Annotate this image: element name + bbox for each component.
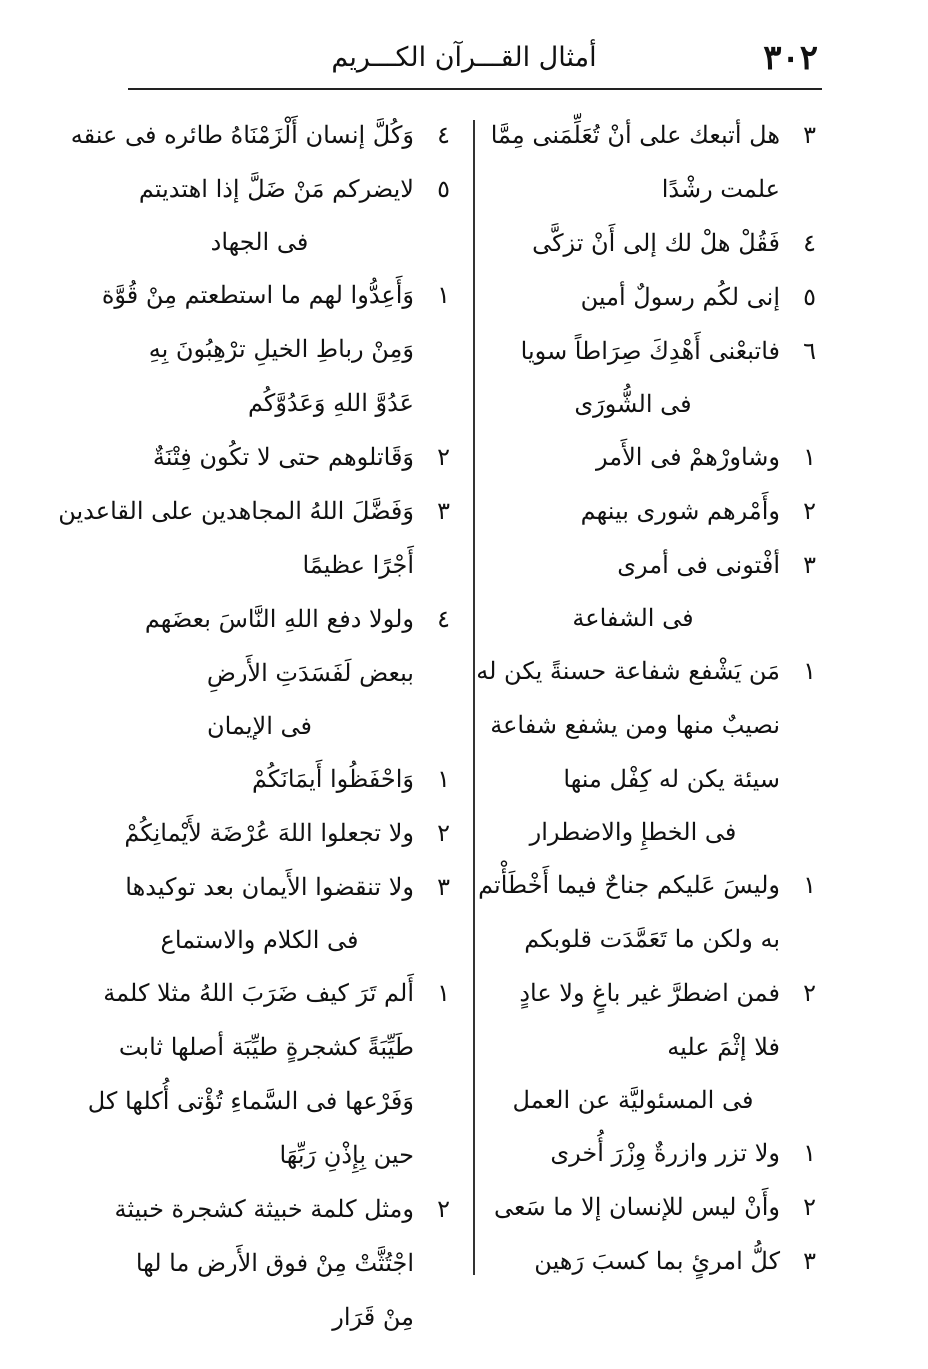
section-heading: فى المسئوليَّة عن العمل <box>512 1086 754 1114</box>
verse-line: فلا إثْمَ عليه <box>667 1033 780 1061</box>
verse <box>486 966 816 1074</box>
verse-number: ٣ <box>437 873 450 901</box>
verse-line: وَاحْفَظُوا أَيمَانَكُمْ <box>251 765 414 793</box>
section-heading: فى الشُّورَى <box>574 390 692 418</box>
verse-number: ٦ <box>803 337 816 365</box>
verse-number: ٣ <box>803 1247 816 1275</box>
verse-number: ٢ <box>803 1193 816 1221</box>
verse-line: مِنْ قَرَار <box>332 1303 414 1331</box>
verse-line: وَأَعِدُّوا لهم ما استطعتم مِنْ قُوَّة <box>101 281 414 309</box>
verse-line: كلُّ امرئٍ بما كسبَ رَهين <box>534 1247 780 1275</box>
verse-number: ١ <box>437 765 450 793</box>
verse-number: ١ <box>803 1139 816 1167</box>
section-heading: فى الجهاد <box>210 228 309 256</box>
verse-number: ٢ <box>437 443 450 471</box>
verse <box>476 644 816 806</box>
left-column <box>58 108 450 1344</box>
verse <box>486 1234 816 1288</box>
verse <box>486 538 816 592</box>
verse-line: نصيبٌ منها ومن يشفع شفاعة <box>490 711 780 739</box>
verse-number: ٣ <box>803 551 816 579</box>
right-column <box>476 108 816 1288</box>
verse-line: ولا تنقضوا الأَيمان بعد توكيدها <box>125 873 414 901</box>
verse-number: ١ <box>437 979 450 1007</box>
verse <box>58 484 450 592</box>
verse-line: به ولكن ما تَعَمَّدَت قلوبكم <box>524 925 780 953</box>
verse <box>486 216 816 270</box>
section-heading: فى الشفاعة <box>572 604 694 632</box>
verse-number: ٣ <box>803 121 816 149</box>
verse-line: حين بِإِذْنِ رَبِّهَا <box>279 1141 414 1169</box>
verse <box>87 966 450 1182</box>
verse-number: ٣ <box>437 497 450 525</box>
verse-number: ٥ <box>803 283 816 311</box>
verse-line: لايضركم مَنْ ضَلَّ إذا اهتديتم <box>138 175 414 203</box>
verse-line: وَكُلَّ إنسان أَلْزَمْنَاهُ طائره فى عنقه <box>70 121 414 149</box>
verse-number: ٢ <box>437 1195 450 1223</box>
verse <box>105 806 450 860</box>
verse-line: ولا تجعلوا اللهَ عُرْضَة لأَيْمانِكُمْ <box>124 819 414 847</box>
verse-line: وشاورْهمْ فى الأَمر <box>595 443 780 471</box>
verse <box>486 1126 816 1180</box>
verse-line: وأَمْرهم شورى بينهم <box>580 497 780 525</box>
verse <box>105 592 450 700</box>
section-heading: فى الإيمان <box>207 712 312 740</box>
verse-line: اجْتُثَّتْ مِنْ فوق الأَرض ما لها <box>135 1249 414 1277</box>
running-title: أمثال القـــرآن الكـــريم <box>331 42 597 73</box>
header-rule <box>128 88 822 90</box>
verse-number: ١ <box>803 871 816 899</box>
verse-line: علمت رشْدًا <box>661 175 780 203</box>
verse-line: ولولا دفع اللهِ النَّاسَ بعضَهم <box>144 605 414 633</box>
verse-line: سيئة يكن له كِفْل منها <box>563 765 780 793</box>
page-number: ٣٠٢ <box>763 38 818 78</box>
column-divider <box>473 120 475 1275</box>
verse <box>105 1182 450 1344</box>
verse <box>486 324 816 378</box>
verse <box>70 108 450 162</box>
verse-number: ٢ <box>803 979 816 1007</box>
verse <box>105 430 450 484</box>
verse-line: أفْتونى فى أمرى <box>617 551 780 579</box>
verse-line: فاتبعْنى أَهْدِكَ صِرَاطاً سويا <box>520 337 780 365</box>
verse <box>105 162 450 216</box>
verse-line: فمن اضطرَّ غير باغٍ ولا عادٍ <box>519 979 780 1007</box>
verse-line: هل أتبعك على أنْ تُعَلِّمَنى مِمَّا <box>490 121 780 149</box>
verse-line: إنى لكُم رسولٌ أمين <box>580 283 780 311</box>
verse <box>486 430 816 484</box>
verse-line: ولا تزر وازرةٌ وِزْرَ أُخرى <box>550 1139 780 1167</box>
verse-line: أَلم تَرَ كيف ضَرَبَ اللهُ مثلا كلمة <box>103 979 414 1007</box>
verse <box>105 752 450 806</box>
verse <box>486 270 816 324</box>
verse <box>486 108 816 216</box>
verse-line: وَقَاتلوهم حتى لا تكُون فِتْنَةٌ <box>152 443 414 471</box>
verse-line: فَقُلْ هلْ لك إلى أَنْ تزكَّى <box>532 229 780 257</box>
verse-line: وأَنْ ليس للإنسان إلا ما سَعى <box>493 1193 780 1221</box>
verse-line: ببعض لَفَسَدَتِ الأَرضِ <box>206 659 414 687</box>
verse <box>478 858 816 966</box>
verse-number: ٤ <box>803 229 816 257</box>
verse-line: عَدُوَّ اللهِ وَعَدُوَّكُم <box>247 389 414 417</box>
verse-line: طَيِّبَةً كشجرةٍ طيِّبَة أصلها ثابت <box>118 1033 414 1061</box>
section-heading: فى الخطإِ والاضطرار <box>529 818 737 846</box>
verse-number: ١ <box>803 657 816 685</box>
verse-line: وَمِنْ رباطِ الخيلِ ترْهِبُونَ بِهِ <box>148 335 414 363</box>
verse-line: وليسَ عَليكم جناحٌ فيما أَخْطَأْتم <box>478 871 780 899</box>
verse-number: ٤ <box>437 121 450 149</box>
verse-number: ٢ <box>437 819 450 847</box>
verse-line: وَفَرْعها فى السَّماءِ تُؤْتى أُكلها كل <box>87 1087 414 1115</box>
verse <box>101 268 450 430</box>
verse <box>486 1180 816 1234</box>
verse <box>486 484 816 538</box>
verse-line: ومثل كلمة خبيثة كشجرة خبيثة <box>114 1195 414 1223</box>
section-heading: فى الكلام والاستماع <box>160 926 359 954</box>
verse-line: مَن يَشْفع شفاعة حسنةً يكن له <box>476 657 780 685</box>
verse <box>105 860 450 914</box>
verse-line: أَجْرًا عظيمًا <box>302 551 414 579</box>
verse-number: ٥ <box>437 175 450 203</box>
verse-number: ١ <box>437 281 450 309</box>
verse-number: ٤ <box>437 605 450 633</box>
verse-line: وَفَضَّلَ اللهُ المجاهدين على القاعدين <box>58 497 414 525</box>
verse-number: ٢ <box>803 497 816 525</box>
verse-number: ١ <box>803 443 816 471</box>
